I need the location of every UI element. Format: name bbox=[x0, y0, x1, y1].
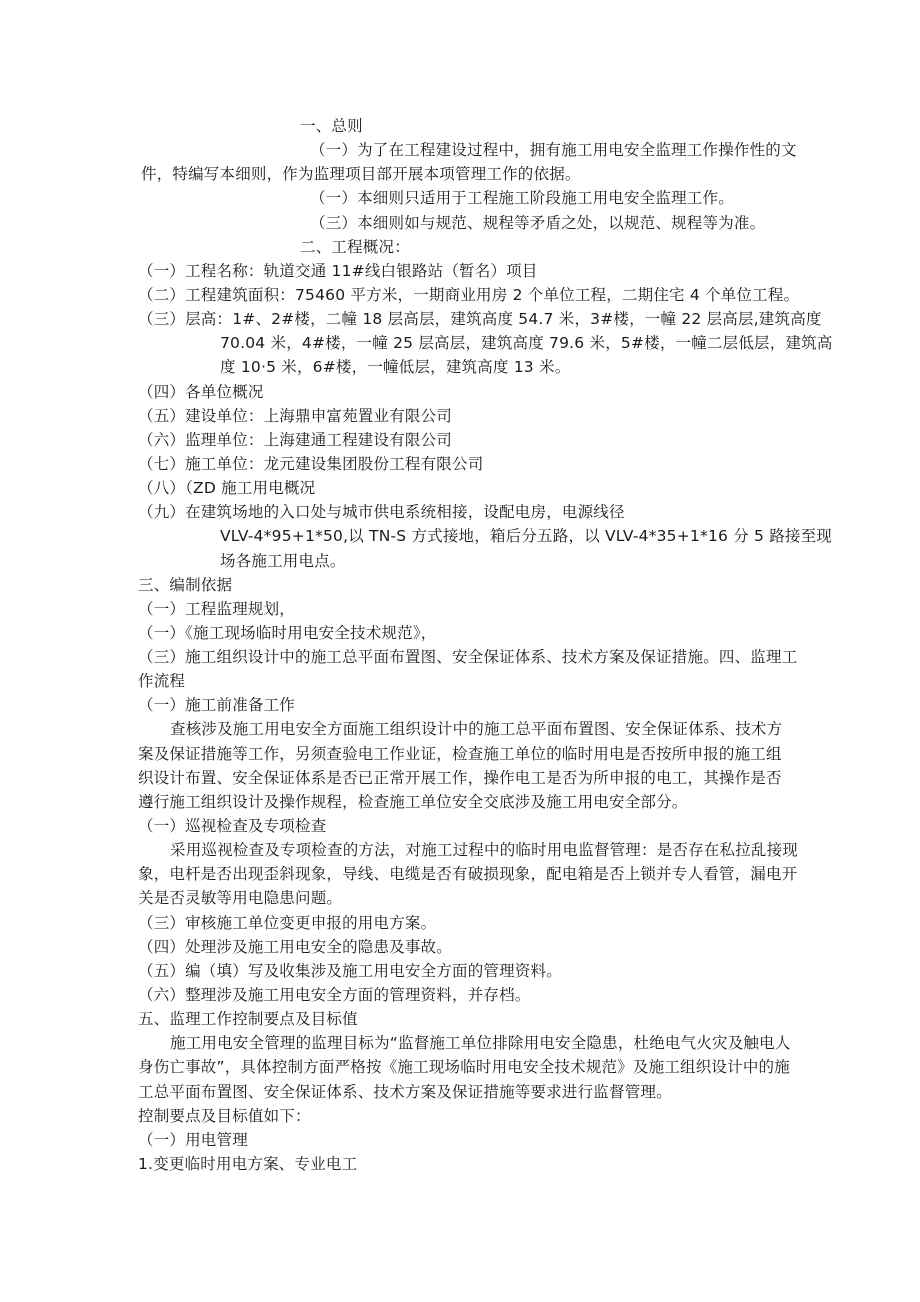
list-item-continuation: 场各施工用电点。 bbox=[220, 552, 346, 570]
paragraph-line: （一）本细则只适用于工程施工阶段施工用电安全监理工作。 bbox=[310, 189, 734, 207]
paragraph-line: 工总平面布置图、安全保证体系、技术方案及保证措施等要求进行监督管理。 bbox=[138, 1083, 672, 1101]
list-item: （三）审核施工单位变更申报的用电方案。 bbox=[138, 914, 437, 932]
list-item-continuation: 70.04 米，4#楼，一幢 25 层高层，建筑高度 79.6 米，5#楼，一幢二层低层，建筑高 bbox=[220, 334, 833, 352]
list-item: （五）建设单位：上海鼎申富苑置业有限公司 bbox=[138, 407, 453, 425]
list-item: （三）施工组织设计中的施工总平面布置图、安全保证体系、技术方案及保证措施。四、监理工 bbox=[138, 648, 798, 666]
list-item: 1.变更临时用电方案、专业电工 bbox=[138, 1155, 358, 1173]
list-item: （四）处理涉及施工用电安全的隐患及事故。 bbox=[138, 938, 453, 956]
list-item: （三）层高：1#、2#楼，二幢 18 层高层，建筑高度 54.7 米，3#楼，一幢 22 层高层,建筑高度 bbox=[138, 310, 822, 328]
paragraph-line: 关是否灵敏等用电隐患问题。 bbox=[138, 889, 343, 907]
list-item: （六）监理单位：上海建通工程建设有限公司 bbox=[138, 431, 453, 449]
list-item: （七）施工单位：龙元建设集团股份工程有限公司 bbox=[138, 455, 484, 473]
subsection-heading: （一）巡视检查及专项检查 bbox=[138, 817, 327, 835]
section-heading-general: 一、总则 bbox=[300, 117, 363, 135]
section-heading-overview: 二、工程概况： bbox=[300, 238, 410, 256]
list-item: （四）各单位概况 bbox=[138, 383, 264, 401]
subsection-heading: （一）施工前准备工作 bbox=[138, 696, 296, 714]
list-item: （二）工程建筑面积：75460 平方米，一期商业用房 2 个单位工程，二期住宅 4 个单位工程。 bbox=[138, 286, 800, 304]
paragraph-line: （一）为了在工程建设过程中，拥有施工用电安全监理工作操作性的文 bbox=[310, 141, 797, 159]
paragraph-line: 象，电杆是否出现歪斜现象，导线、电缆是否有破损现象，配电箱是否上锁并专人看管，漏电开 bbox=[138, 865, 798, 883]
paragraph-line: 查核涉及施工用电安全方面施工组织设计中的施工总平面布置图、安全保证体系、技术方 bbox=[170, 720, 783, 738]
list-item: （五）编（填）写及收集涉及施工用电安全方面的管理资料。 bbox=[138, 962, 562, 980]
list-item: （一）《施工现场临时用电安全技术规范》， bbox=[138, 624, 437, 642]
paragraph-line: 件，特编写本细则，作为监理项目部开展本项管理工作的依据。 bbox=[141, 165, 581, 183]
paragraph-line: 遵行施工组织设计及操作规程，检查施工单位安全交底涉及施工用电安全部分。 bbox=[138, 793, 688, 811]
paragraph-line: 采用巡视检查及专项检查的方法，对施工过程中的临时用电监督管理：是否存在私拉乱接现 bbox=[170, 841, 799, 859]
paragraph-line: 织设计布置、安全保证体系是否已正常开展工作，操作电工是否为所申报的电工，其操作是否 bbox=[138, 769, 782, 787]
list-item: （八）（ZD 施工用电概况 bbox=[138, 479, 316, 497]
subsection-heading: （一）用电管理 bbox=[138, 1131, 248, 1149]
list-item-continuation: VLV-4*95+1*50,以 TN-S 方式接地，箱后分五路，以 VLV-4*35+1*16 分 5 路接至现 bbox=[220, 527, 833, 545]
list-item: （一）工程监理规划， bbox=[138, 600, 296, 618]
paragraph-line: 案及保证措施等工作，另须查验电工作业证，检查施工单位的临时用电是否按所申报的施工组 bbox=[138, 745, 782, 763]
paragraph-line: 施工用电安全管理的监理目标为“监督施工单位排除用电安全隐患，杜绝电气火灾及触电人 bbox=[170, 1034, 791, 1052]
list-item: （六）整理涉及施工用电安全方面的管理资料，并存档。 bbox=[138, 986, 531, 1004]
section-heading-control: 五、监理工作控制要点及目标值 bbox=[138, 1010, 358, 1028]
paragraph-line: （三）本细则如与规范、规程等矛盾之处，以规范、规程等为准。 bbox=[310, 214, 766, 232]
list-item: （九）在建筑场地的入口处与城市供电系统相接，设配电房，电源线径 bbox=[138, 503, 625, 521]
paragraph-line: 控制要点及目标值如下： bbox=[138, 1107, 311, 1125]
list-item-continuation: 作流程 bbox=[138, 672, 186, 690]
paragraph-line: 身伤亡事故”，具体控制方面严格按《施工现场临时用电安全技术规范》及施工组织设计中的施 bbox=[138, 1058, 790, 1076]
list-item: （一）工程名称：轨道交通 11#线白银路站（暂名）项目 bbox=[138, 262, 538, 280]
section-heading-basis: 三、编制依据 bbox=[138, 576, 233, 594]
list-item-continuation: 度 10·5 米，6#楼，一幢低层，建筑高度 13 米。 bbox=[220, 358, 571, 376]
